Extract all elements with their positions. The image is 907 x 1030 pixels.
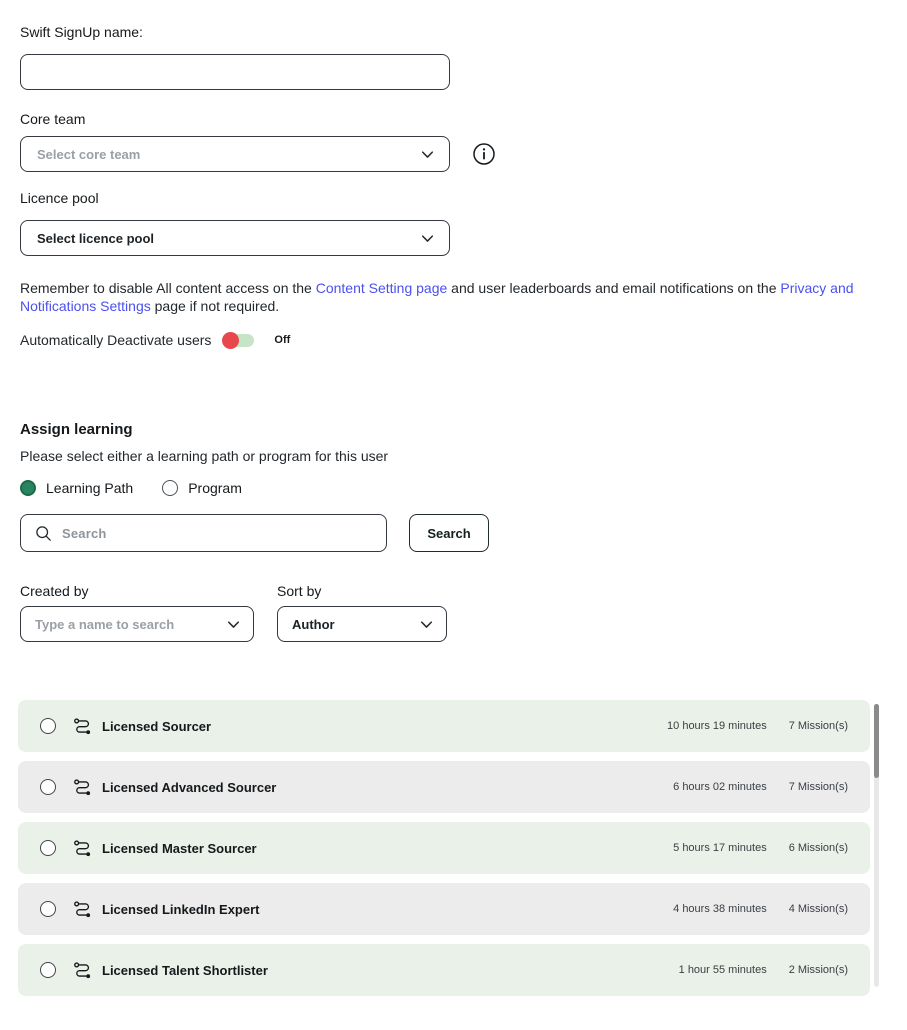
deactivate-users-toggle[interactable] xyxy=(223,334,254,347)
learning-path-row[interactable] xyxy=(18,761,870,813)
path-missions: 4 Mission(s) xyxy=(788,903,848,915)
core-team-select[interactable] xyxy=(20,136,450,172)
learning-path-icon xyxy=(73,839,92,858)
row-radio[interactable] xyxy=(40,901,56,917)
row-radio[interactable] xyxy=(40,779,56,795)
path-duration: 6 hours 02 minutes xyxy=(673,781,767,793)
toggle-knob xyxy=(222,332,239,349)
path-name: Licensed Sourcer xyxy=(102,718,212,734)
chevron-down-icon xyxy=(420,147,435,162)
privacy-notifications-settings-link[interactable]: Privacy and Notifications Settings xyxy=(20,280,854,314)
row-radio[interactable] xyxy=(40,840,56,856)
learning-path-icon xyxy=(73,961,92,980)
learning-path-row[interactable] xyxy=(18,700,870,752)
path-missions: 2 Mission(s) xyxy=(788,964,848,976)
path-name: Licensed LinkedIn Expert xyxy=(102,901,260,917)
path-missions: 6 Mission(s) xyxy=(788,842,848,854)
path-missions: 7 Mission(s) xyxy=(788,781,848,793)
core-team-placeholder: Select core team xyxy=(37,146,141,162)
chevron-down-icon xyxy=(419,617,434,632)
path-missions: 7 Mission(s) xyxy=(788,720,848,732)
path-name: Licensed Advanced Sourcer xyxy=(102,779,277,795)
assign-learning-subtitle: Please select either a learning path or program for this user xyxy=(20,448,389,464)
info-icon[interactable] xyxy=(472,142,496,166)
deactivate-users-label: Automatically Deactivate users xyxy=(20,332,212,348)
learning-path-list xyxy=(18,700,887,996)
signup-name-input[interactable] xyxy=(20,54,450,90)
learning-path-icon xyxy=(73,717,92,736)
sort-by-label: Sort by xyxy=(277,583,322,599)
search-icon xyxy=(35,525,52,542)
learning-path-row[interactable] xyxy=(18,883,870,935)
note-text: and user leaderboards and email notifications on the xyxy=(447,280,781,296)
radio-dot xyxy=(162,480,178,496)
learning-path-icon xyxy=(73,900,92,919)
chevron-down-icon xyxy=(226,617,241,632)
created-by-placeholder: Type a name to search xyxy=(35,616,175,632)
search-input[interactable] xyxy=(62,526,374,541)
created-by-label: Created by xyxy=(20,583,89,599)
learning-path-row[interactable] xyxy=(18,822,870,874)
settings-reminder-note xyxy=(20,280,887,315)
learning-type-radio-group xyxy=(20,480,887,496)
radio-label: Learning Path xyxy=(46,480,134,496)
radio-dot xyxy=(20,480,36,496)
toggle-state-label: Off xyxy=(274,334,291,346)
radio-label: Program xyxy=(188,480,242,496)
sort-by-select[interactable] xyxy=(277,606,447,642)
note-text: Remember to disable All content access on the xyxy=(20,280,316,296)
row-radio[interactable] xyxy=(40,962,56,978)
row-radio[interactable] xyxy=(40,718,56,734)
radio-learning-path[interactable] xyxy=(20,480,133,496)
path-duration: 5 hours 17 minutes xyxy=(673,842,767,854)
scrollbar-track[interactable] xyxy=(874,704,879,987)
assign-learning-title: Assign learning xyxy=(20,421,133,438)
path-name: Licensed Master Sourcer xyxy=(102,840,257,856)
path-duration: 1 hour 55 minutes xyxy=(678,964,767,976)
scrollbar-thumb[interactable] xyxy=(874,704,879,778)
licence-pool-label: Licence pool xyxy=(20,190,99,206)
radio-program[interactable] xyxy=(162,480,242,496)
signup-name-label: Swift SignUp name: xyxy=(20,24,143,40)
path-duration: 10 hours 19 minutes xyxy=(667,720,767,732)
path-name: Licensed Talent Shortlister xyxy=(102,962,268,978)
search-button[interactable]: Search xyxy=(409,514,489,552)
core-team-label: Core team xyxy=(20,111,86,127)
licence-pool-select[interactable] xyxy=(20,220,450,256)
path-duration: 4 hours 38 minutes xyxy=(673,903,767,915)
content-setting-page-link[interactable]: Content Setting page xyxy=(315,280,448,296)
chevron-down-icon xyxy=(420,231,435,246)
licence-pool-value: Select licence pool xyxy=(37,230,155,246)
learning-path-icon xyxy=(73,778,92,797)
learning-path-row[interactable] xyxy=(18,944,870,996)
note-text: page if not required. xyxy=(150,297,280,314)
search-box xyxy=(20,514,387,552)
created-by-select[interactable] xyxy=(20,606,254,642)
sort-by-value: Author xyxy=(292,616,335,632)
